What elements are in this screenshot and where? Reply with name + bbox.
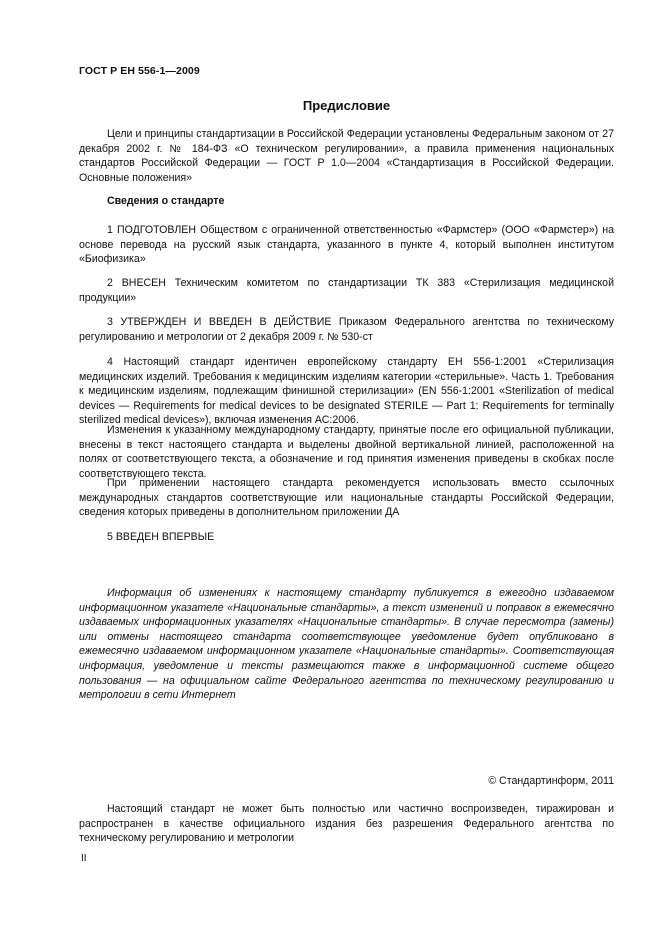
standard-info-item-5: 5 ВВЕДЕН ВПЕРВЫЕ xyxy=(107,531,215,543)
standard-info-item-4-changes: Изменения к указанному международному стандарту, принятые после его официальной публикации, внесены в текст настоящего стандарта и выделены двойной вертикальной линией, расположенной на полях от соответствующего текста, а обозначение и год принятия изменения приведены в скобках после соответствующего текста. xyxy=(79,424,614,480)
standard-info-item-4-references: При применении настоящего стандарта рекомендуется использовать вместо ссылочных международных стандартов соответствующие или национальные стандарты Российской Федерации, сведения которых приведены в дополнительном приложении ДА xyxy=(79,477,614,519)
standard-info-item-4: 4 Настоящий стандарт идентичен европейскому стандарту ЕН 556-1:2001 «Стерилизация медицинских изделий. Требования к медицинским изделиям категории «стерильные». Часть 1. Требования к медицинским изделиям, подлежащим финишной стерилизации» (EN 556-1:2001 «Sterilization of medical devices — Requirements for medical devices to be designated STERILE — Part 1: Requirements for terminally sterilized medical devices»), включая изменения АС:2006. xyxy=(79,356,614,427)
standard-info-heading: Сведения о стандарте xyxy=(107,195,225,207)
foreword-title: Предисловие xyxy=(302,98,391,113)
foreword-intro-paragraph: Цели и принципы стандартизации в Российской Федерации установлены Федеральным законом от 27 декабря 2002 г. № 184-ФЗ «О техническом регулировании», а правила применения национальных стандартов Российской Федерации — ГОСТ Р 1.0—2004 «Стандартизация в Российской Федерации. Основные положения» xyxy=(79,128,614,184)
changes-notice-paragraph: Информация об изменениях к настоящему стандарту публикуется в ежегодно издаваемом информационном указателе «Национальные стандарты», а текст изменений и поправок в ежемесячно издаваемых информационных указателях «Национальные стандарты». В случае пересмотра (замены) или отмены настоящего стандарта соответствующее уведомление будет опубликовано в ежемесячно издаваемом информационном указателе «Национальные стандарты». Соответствующая информация, уведомление и тексты размещаются также в информационной системе общего пользования — на официальном сайте Федерального агентства по техническому регулированию и метрологии в сети Интернет xyxy=(79,587,614,702)
standard-info-item-2: 2 ВНЕСЕН Техническим комитетом по стандартизации ТК 383 «Стерилизация медицинской продукции» xyxy=(79,277,614,304)
document-code: ГОСТ Р ЕН 556-1—2009 xyxy=(79,65,200,77)
copyright-line: © Стандартинформ, 2011 xyxy=(488,775,614,787)
standard-info-item-3: 3 УТВЕРЖДЕН И ВВЕДЕН В ДЕЙСТВИЕ Приказом Федерального агентства по техническому регулированию и метрологии от 2 декабря 2009 г. № 530-ст xyxy=(79,316,614,343)
page-number: II xyxy=(81,853,87,864)
reproduction-notice-paragraph: Настоящий стандарт не может быть полностью или частично воспроизведен, тиражирован и распространен в качестве официального издания без разрешения Федерального агентства по техническому регулированию и метрологии xyxy=(79,803,614,845)
standard-info-item-1: 1 ПОДГОТОВЛЕН Обществом с ограниченной ответственностью «Фармстер» (ООО «Фармстер») на основе перевода на русский язык стандарта, указанного в пункте 4, который выполнен институтом «Биофизика» xyxy=(79,224,614,266)
